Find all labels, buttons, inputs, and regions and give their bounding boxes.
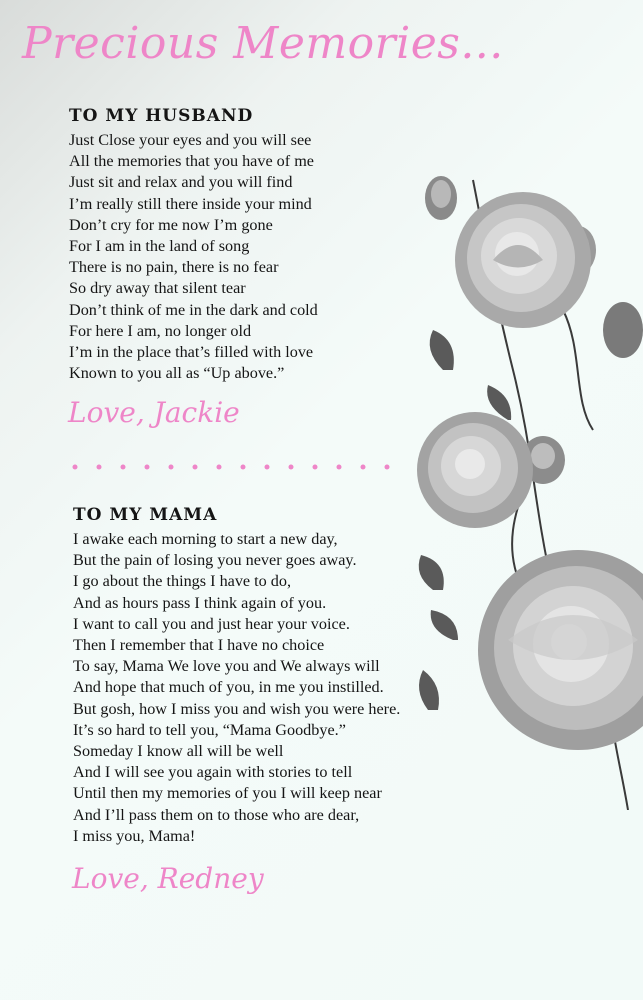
poem-line: So dry away that silent tear — [69, 279, 246, 298]
poem-to-my-mama — [73, 505, 473, 847]
poem-line: It’s so hard to tell you, “Mama Goodbye.” — [73, 720, 346, 739]
poem-line: I awake each morning to start a new day, — [73, 530, 338, 548]
poem-line: Known to you all as “Up above.” — [69, 364, 285, 383]
poem-line: And I’ll pass them on to those who are dear, — [73, 805, 360, 824]
page-title: Precious Memories... — [22, 18, 504, 69]
poem-line: But gosh, how I miss you and wish you were here. — [73, 699, 401, 718]
poem-line: Someday I know all will be well — [73, 742, 284, 761]
poem-lines — [69, 130, 469, 384]
signature-redney: Love, Redney — [72, 862, 264, 895]
poem-heading: TO MY MAMA — [73, 505, 218, 525]
poem-line: I’m really still there inside your mind — [69, 194, 312, 213]
poem-lines — [73, 529, 473, 847]
poem-line: There is no pain, there is no fear — [69, 258, 279, 277]
poem-line: Don’t cry for me now I’m gone — [69, 215, 273, 234]
poem-line: Just Close your eyes and you will see — [69, 131, 312, 149]
poem-line: To say, Mama We love you and We always will — [73, 657, 380, 676]
poem-line: All the memories that you have of me — [69, 152, 314, 171]
poem-line: I want to call you and just hear your voice. — [73, 614, 350, 633]
poem-line: And I will see you again with stories to tell — [73, 763, 353, 782]
signature-jackie: Love, Jackie — [68, 396, 240, 429]
poem-line: I go about the things I have to do, — [73, 572, 292, 591]
dotted-divider — [70, 462, 410, 472]
poem-line: I miss you, Mama! — [73, 826, 196, 845]
poem-line: And hope that much of you, in me you instilled. — [73, 678, 384, 697]
poem-heading: TO MY HUSBAND — [69, 106, 254, 126]
poem-line: Then I remember that I have no choice — [73, 636, 325, 655]
poem-line: Just sit and relax and you will find — [69, 173, 293, 192]
poem-line: Don’t think of me in the dark and cold — [69, 300, 318, 319]
poem-to-my-husband — [69, 106, 469, 384]
poem-line: For I am in the land of song — [69, 237, 250, 256]
poem-line: But the pain of losing you never goes away. — [73, 551, 357, 570]
poem-line: And as hours pass I think again of you. — [73, 593, 327, 612]
poem-line: I’m in the place that’s filled with love — [69, 343, 314, 362]
poem-line: Until then my memories of you I will keep near — [73, 784, 382, 803]
poem-line: For here I am, no longer old — [69, 321, 252, 340]
